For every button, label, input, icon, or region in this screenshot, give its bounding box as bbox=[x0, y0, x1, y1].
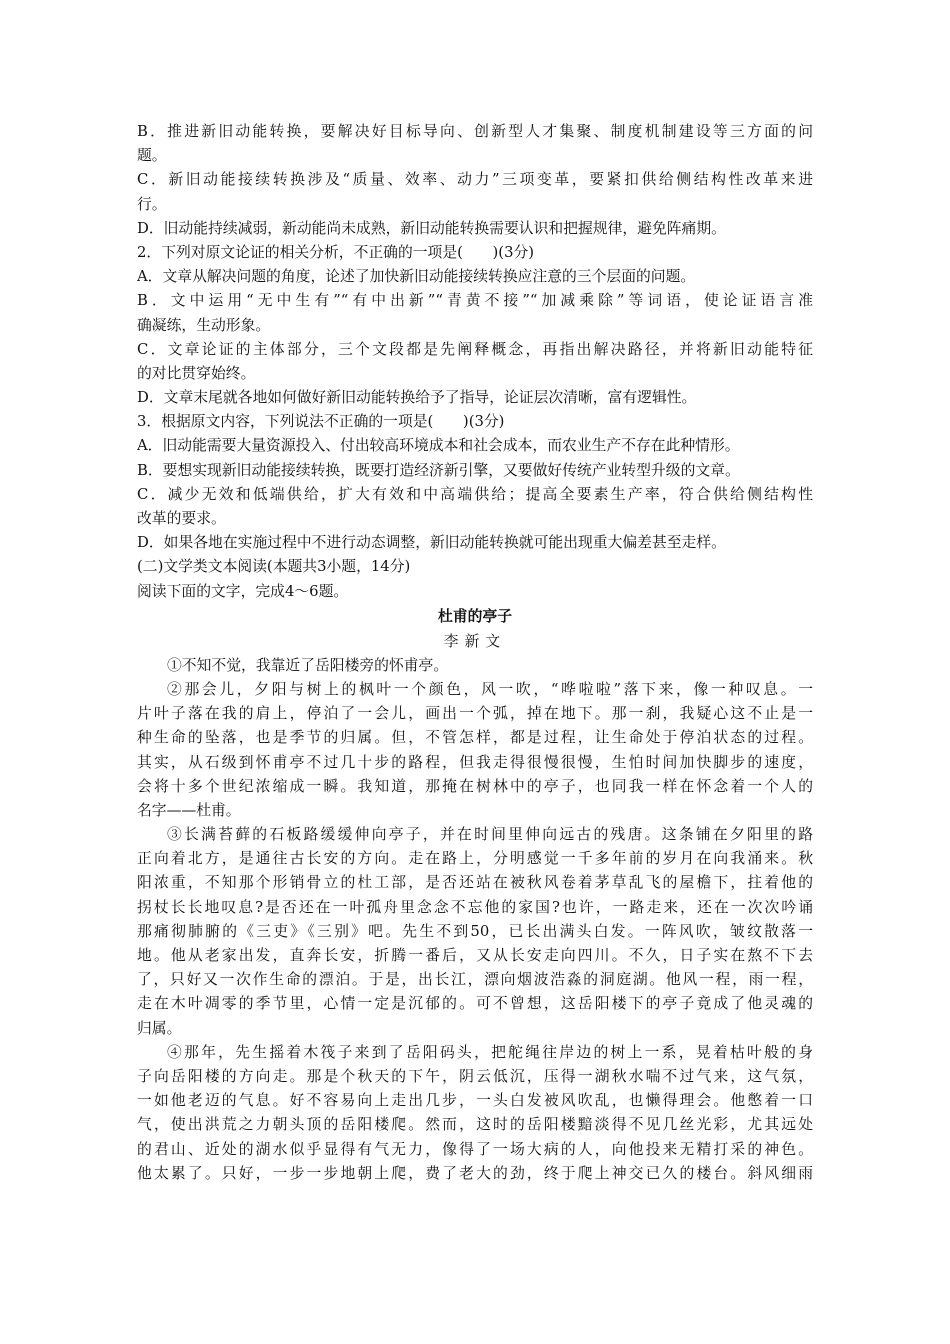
text-line: 片叶子落在我的肩上，停泊了一会儿，画出一个弧，掉在地下。那一刹，我疑心这不止是一 bbox=[137, 705, 813, 723]
text-line: 正向着北方，是通往古长安的方向。走在路上，分明感觉一千多年前的岁月在向我涌来。秋 bbox=[137, 850, 813, 868]
text-line: D．如果各地在实施过程中不进行动态调整，新旧动能转换就可能出现重大偏差甚至走样。 bbox=[137, 534, 726, 552]
q1-option-c bbox=[137, 168, 813, 216]
text-line: 确凝练，生动形象。 bbox=[137, 316, 271, 334]
text-line: 走在木叶凋零的季节里，心情一定是沉郁的。可不曾想，这岳阳楼下的亭子竟成了他灵魂的 bbox=[137, 995, 813, 1013]
text-line: 会将十多个世纪浓缩成一瞬。我知道，那掩在树林中的亭子，也同我一样在怀念着一个人的 bbox=[137, 777, 813, 795]
text-line: ②那会儿，夕阳与树上的枫叶一个颜色，风一吹，“哗啦啦”落下来，像一种叹息。一 bbox=[167, 680, 813, 698]
text-line: 拐杖长长地叹息?是否还在一叶孤舟里念念不忘他的家国?也许，一路走来，还在一次次吟诵 bbox=[137, 898, 813, 916]
section-instruction: 阅读下面的文字，完成4～6题。 bbox=[137, 582, 349, 600]
text-line: ①不知不觉，我靠近了岳阳楼旁的怀甫亭。 bbox=[167, 656, 449, 674]
q3-option-a bbox=[137, 434, 813, 458]
article-author: 李新文 bbox=[443, 632, 507, 650]
text-line: C．新旧动能接续转换涉及“质量、效率、动力”三项变革，要紧扣供给侧结构性改革来进 bbox=[137, 171, 813, 189]
q2-option-c bbox=[137, 338, 813, 386]
q2-option-b bbox=[137, 289, 813, 337]
text-line: 阳浓重，不知那个形销骨立的杜工部，是否还站在被秋风卷着茅草乱飞的屋檐下，拄着他的 bbox=[137, 874, 813, 892]
q2-options bbox=[137, 265, 813, 410]
q3-options bbox=[137, 434, 813, 555]
q2-stem: 2．下列对原文论证的相关分析，不正确的一项是( )(3分) bbox=[137, 243, 535, 261]
text-line: ③长满苔藓的石板路缓缓伸向亭子，并在时间里伸向远古的残唐。这条铺在夕阳里的路 bbox=[167, 826, 813, 844]
q3-option-b bbox=[137, 459, 813, 483]
text-line: B．要想实现新旧动能接续转换，既要打造经济新引擎，又要做好传统产业转型升级的文章。 bbox=[137, 461, 740, 479]
section-heading: (二)文学类文本阅读(本题共3小题，14分) bbox=[137, 558, 411, 576]
text-line: 一如他老迈的气息。好不容易向上走出几步，一头白发被风吹乱，也懒得理会。他憋着一口 bbox=[137, 1092, 813, 1110]
text-line: 了，只好又一次作生命的漂泊。于是，出长江，漂向烟波浩淼的洞庭湖。他风一程，雨一程， bbox=[137, 971, 813, 989]
q3-stem: 3．根据原文内容，下列说法不正确的一项是( )(3分) bbox=[137, 413, 505, 431]
text-line: 种生命的坠落，也是季节的归属。但，不管怎样，都是过程，让生命处于停泊状态的过程。 bbox=[137, 729, 813, 747]
text-line: C．文章论证的主体部分，三个文段都是先阐释概念，再指出解决路径，并将新旧动能特征 bbox=[137, 340, 813, 358]
text-line: 题。 bbox=[137, 147, 167, 165]
q1-options bbox=[137, 120, 813, 241]
text-line: B．文中运用“无中生有”“有中出新”“青黄不接”“加减乘除”等词语，使论证语言准 bbox=[137, 292, 813, 310]
text-line: 归属。 bbox=[137, 1019, 182, 1037]
text-line: 的君山、近处的湖水似乎显得有气无力，像得了一场大病的人，向他投来无精打采的神色。 bbox=[137, 1140, 813, 1158]
text-line: 行。 bbox=[137, 195, 167, 213]
article-paragraph-2 bbox=[137, 678, 813, 823]
text-line: ④那年，先生摇着木筏子来到了岳阳码头，把舵绳往岸边的树上一系，晃着枯叶般的身 bbox=[167, 1043, 813, 1061]
q3-option-c bbox=[137, 483, 813, 531]
q1-option-d bbox=[137, 217, 813, 241]
article-body bbox=[137, 654, 813, 1186]
article-paragraph-3 bbox=[137, 823, 813, 1041]
text-line: 名字——杜甫。 bbox=[137, 801, 241, 819]
q2-option-a bbox=[137, 265, 813, 289]
article-paragraph-4 bbox=[137, 1041, 813, 1186]
q1-option-b bbox=[137, 120, 813, 168]
document-page bbox=[137, 120, 813, 1186]
text-line: D．旧动能持续减弱，新动能尚未成熟，新旧动能转换需要认识和把握规律，避免阵痛期。 bbox=[137, 219, 726, 237]
article-title: 杜甫的亭子 bbox=[438, 607, 512, 625]
text-line: B．推进新旧动能转换，要解决好目标导向、创新型人才集聚、制度机制建设等三方面的问 bbox=[137, 123, 813, 140]
text-line: A．文章从解决问题的角度，论述了加快新旧动能接续转换应注意的三个层面的问题。 bbox=[137, 268, 696, 286]
q3-option-d bbox=[137, 531, 813, 555]
text-line: 其实，从石级到怀甫亭不过几十步的路程，但我走得很慢很慢，生怕时间加快脚步的速度， bbox=[137, 753, 813, 771]
text-line: 的对比贯穿始终。 bbox=[137, 364, 256, 382]
text-line: 他太累了。只好，一步一步地朝上爬，费了老大的劲，终于爬上神交已久的楼台。斜风细雨 bbox=[137, 1164, 813, 1182]
article-paragraph-1 bbox=[137, 654, 813, 678]
text-line: 子向岳阳楼的方向走。那是个秋天的下午，阴云低沉，压得一湖秋水喘不过气来，这气氛， bbox=[137, 1067, 813, 1085]
text-line: 改革的要求。 bbox=[137, 510, 226, 527]
text-line: 气，使出洪荒之力朝头顶的岳阳楼爬。然而，这时的岳阳楼黯淡得不见几丝光彩，尤其远处 bbox=[137, 1116, 813, 1134]
q2-option-d bbox=[137, 386, 813, 410]
text-line: 地。他从老家出发，直奔长安，折腾一番后，又从长安走向四川。不久，日子实在熬不下去 bbox=[137, 947, 813, 964]
text-line: A．旧动能需要大量资源投入、付出较高环境成本和社会成本，而农业生产不存在此种情形。 bbox=[137, 437, 740, 455]
text-line: 那痛彻肺腑的《三吏》《三别》吧。先生不到50，已长出满头白发。一阵风吹，皱纹散落一 bbox=[137, 922, 813, 940]
text-line: C．减少无效和低端供给，扩大有效和中高端供给；提高全要素生产率，符合供给侧结构性 bbox=[137, 485, 813, 503]
text-line: D．文章末尾就各地如何做好新旧动能转换给予了指导，论证层次清晰，富有逻辑性。 bbox=[137, 389, 697, 407]
